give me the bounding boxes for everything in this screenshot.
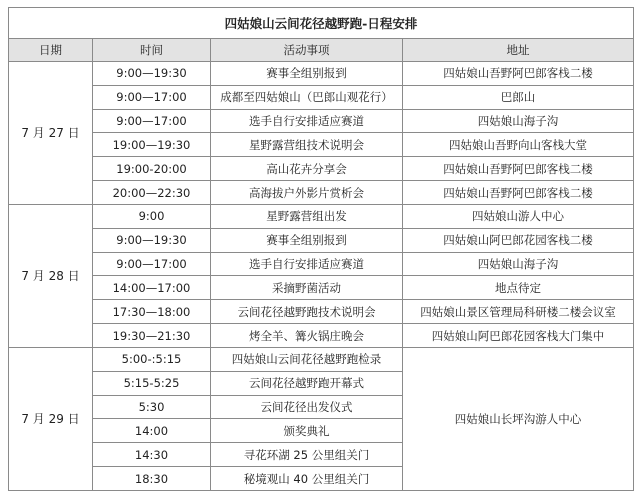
column-header-time: 时间 [93,39,211,62]
time-cell: 14:00—17:00 [93,276,211,300]
event-cell: 星野露营组技术说明会 [211,133,403,157]
event-cell: 成都至四姑娘山（巴郎山观花行） [211,85,403,109]
place-cell: 四姑娘山海子沟 [403,109,634,133]
event-cell: 寻花环湖 25 公里组关门 [211,443,403,467]
time-cell: 17:30—18:00 [93,300,211,324]
event-cell: 烤全羊、篝火锅庄晚会 [211,324,403,348]
place-cell: 四姑娘山吾野向山客栈大堂 [403,133,634,157]
event-cell: 四姑娘山云间花径越野跑检录 [211,347,403,371]
table-row [9,300,634,324]
table-row [9,204,634,228]
time-cell: 19:30—21:30 [93,324,211,348]
time-cell: 9:00—19:30 [93,62,211,86]
time-cell: 9:00—17:00 [93,85,211,109]
place-cell: 四姑娘山吾野阿巴郎客栈二楼 [403,62,634,86]
place-cell: 巴郎山 [403,85,634,109]
event-cell: 高山花卉分享会 [211,157,403,181]
time-cell: 19:00-20:00 [93,157,211,181]
event-cell: 赛事全组别报到 [211,62,403,86]
time-cell: 5:30 [93,395,211,419]
table-row [9,228,634,252]
place-cell: 地点待定 [403,276,634,300]
table-row [9,324,634,348]
time-cell: 14:00 [93,419,211,443]
event-cell: 云间花径越野跑开幕式 [211,371,403,395]
event-cell: 颁奖典礼 [211,419,403,443]
time-cell: 9:00—19:30 [93,228,211,252]
schedule-table [8,7,634,491]
place-cell: 四姑娘山吾野阿巴郎客栈二楼 [403,181,634,205]
table-row [9,276,634,300]
place-cell: 四姑娘山阿巴郎花园客栈大门集中 [403,324,634,348]
time-cell: 9:00—17:00 [93,109,211,133]
event-cell: 高海拔户外影片赏析会 [211,181,403,205]
table-row [9,157,634,181]
date-cell: 7 月 29 日 [9,347,93,490]
table-row [9,181,634,205]
table-title: 四姑娘山云间花径越野跑-日程安排 [9,8,634,39]
place-cell: 四姑娘山景区管理局科研楼二楼会议室 [403,300,634,324]
time-cell: 9:00 [93,204,211,228]
table-row [9,347,634,371]
event-cell: 秘境观山 40 公里组关门 [211,467,403,491]
place-cell: 四姑娘山海子沟 [403,252,634,276]
event-cell: 云间花径越野跑技术说明会 [211,300,403,324]
event-cell: 星野露营组出发 [211,204,403,228]
place-cell: 四姑娘山长坪沟游人中心 [403,347,634,490]
table-row [9,109,634,133]
time-cell: 19:00—19:30 [93,133,211,157]
time-cell: 5:15-5:25 [93,371,211,395]
time-cell: 18:30 [93,467,211,491]
place-cell: 四姑娘山游人中心 [403,204,634,228]
time-cell: 9:00—17:00 [93,252,211,276]
table-row [9,62,634,86]
event-cell: 赛事全组别报到 [211,228,403,252]
time-cell: 5:00-:5:15 [93,347,211,371]
event-cell: 选手自行安排适应赛道 [211,109,403,133]
time-cell: 14:30 [93,443,211,467]
table-row [9,133,634,157]
time-cell: 20:00—22:30 [93,181,211,205]
column-header-date: 日期 [9,39,93,62]
column-header-event: 活动事项 [211,39,403,62]
place-cell: 四姑娘山吾野阿巴郎客栈二楼 [403,157,634,181]
table-row [9,85,634,109]
date-cell: 7 月 28 日 [9,204,93,347]
place-cell: 四姑娘山阿巴郎花园客栈二楼 [403,228,634,252]
event-cell: 采摘野菌活动 [211,276,403,300]
table-row [9,252,634,276]
event-cell: 云间花径出发仪式 [211,395,403,419]
date-cell: 7 月 27 日 [9,62,93,205]
event-cell: 选手自行安排适应赛道 [211,252,403,276]
column-header-place: 地址 [403,39,634,62]
